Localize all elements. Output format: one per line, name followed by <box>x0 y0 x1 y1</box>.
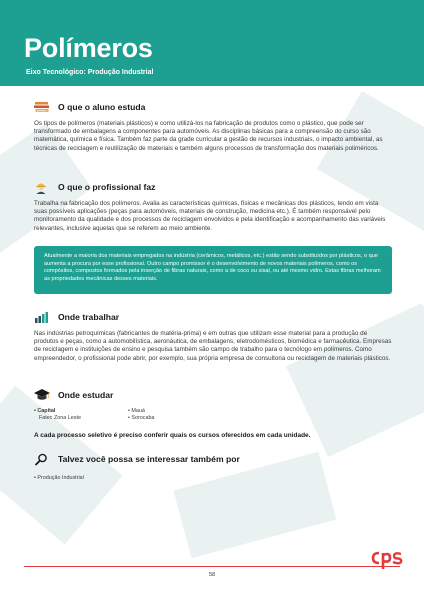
worker-icon <box>34 180 52 194</box>
section-interessar <box>34 452 392 482</box>
list-item: Fatec Zona Leste <box>39 415 81 422</box>
page-number: 58 <box>208 572 216 578</box>
section-trabalhar <box>34 310 392 363</box>
section-title: Onde estudar <box>58 390 114 400</box>
header-banner <box>0 0 424 86</box>
magnifier-icon <box>34 452 52 466</box>
bar-chart-icon <box>34 310 52 324</box>
list-item: • Mauá <box>128 408 145 414</box>
list-item: • Capital <box>34 408 56 414</box>
section-estudar <box>34 388 392 423</box>
page-title: Polímeros <box>24 33 153 63</box>
section-title: Talvez você possa se interessar também por <box>58 454 240 464</box>
section-text: Nas indústrias petroquímicas (fabricantes de matéria-prima) e em outras que utilizam esse material para a produção de produtos e peças, como a automobilística, aeronáutica, de embalagens, eletrodomésticos, biomédica e farmacêutica. Empresas de reciclagem e instituições de ensino e pesquisa também são campo de trabalho para o tecnólogo em polímeros. Como empreendedor, o profissional pode abrir, por exemplo, sua própria empresa de consultoria ou reciclagem de materiais plásticos. <box>34 330 392 362</box>
section-title: Onde trabalhar <box>58 312 120 322</box>
section-title: O que o aluno estuda <box>58 102 146 112</box>
list-item: • Produção Industrial <box>34 475 84 481</box>
school-list <box>34 408 392 423</box>
list-item: • Sorocaba <box>128 415 155 422</box>
graduation-cap-icon <box>34 388 52 402</box>
section-title: O que o profissional faz <box>58 182 156 192</box>
footer-divider <box>24 566 400 567</box>
books-icon <box>34 100 52 114</box>
section-text: Os tipos de polímeros (materiais plásticos) e como utilizá-los na fabricação de produtos como o plástico, que pode ser transformado de embalagens a componentes para automóveis. As disciplinas básicas para a compreensão do curso são matemática, química e física. Também faz parte da grade curricular a gestão de recursos industriais, o impacto ambiental, as técnicas de reciclagem e reutilização de materiais e também alguns processos de transformação dos materiais poliméricos. <box>34 120 383 152</box>
section-aluno <box>34 100 392 153</box>
section-text: Trabalha na fabricação dos polímeros. Avalia as características químicas, físicas e mecânicas dos plásticos, tendo em vista suas possíveis aplicações (peças para automóveis, materiais de construção, medicina etc.). É também responsável pelo monitoramento da qualidade e dos processos de reciclagem envolvidos e pela identificação e acompanhamento das variáveis relevantes, inclusive aquelas que se referem ao meio ambiente. <box>34 200 386 232</box>
page-subtitle: Eixo Tecnológico: Produção Industrial <box>26 69 154 76</box>
section-profissional <box>34 180 392 233</box>
note-text: A cada processo seletivo é preciso conferir quais os cursos oferecidos em cada unidade. <box>34 432 311 439</box>
highlight-box: Atualmente a maioria dos materiais empregados na indústria (cerâmicos, metálicos, etc.) estão sendo substituídos por plásticos, o que aumenta a procura por esse profissional. Outro campo promissor é o desenvolvimento de novos materiais polímeros, como os compósitos, compostos formados pela inserção de fibras naturais, como a de coco ou sisal, ou até mesmo vidro. Estas fibras melhoram as propriedades mecânicas desses materiais. <box>34 246 392 294</box>
